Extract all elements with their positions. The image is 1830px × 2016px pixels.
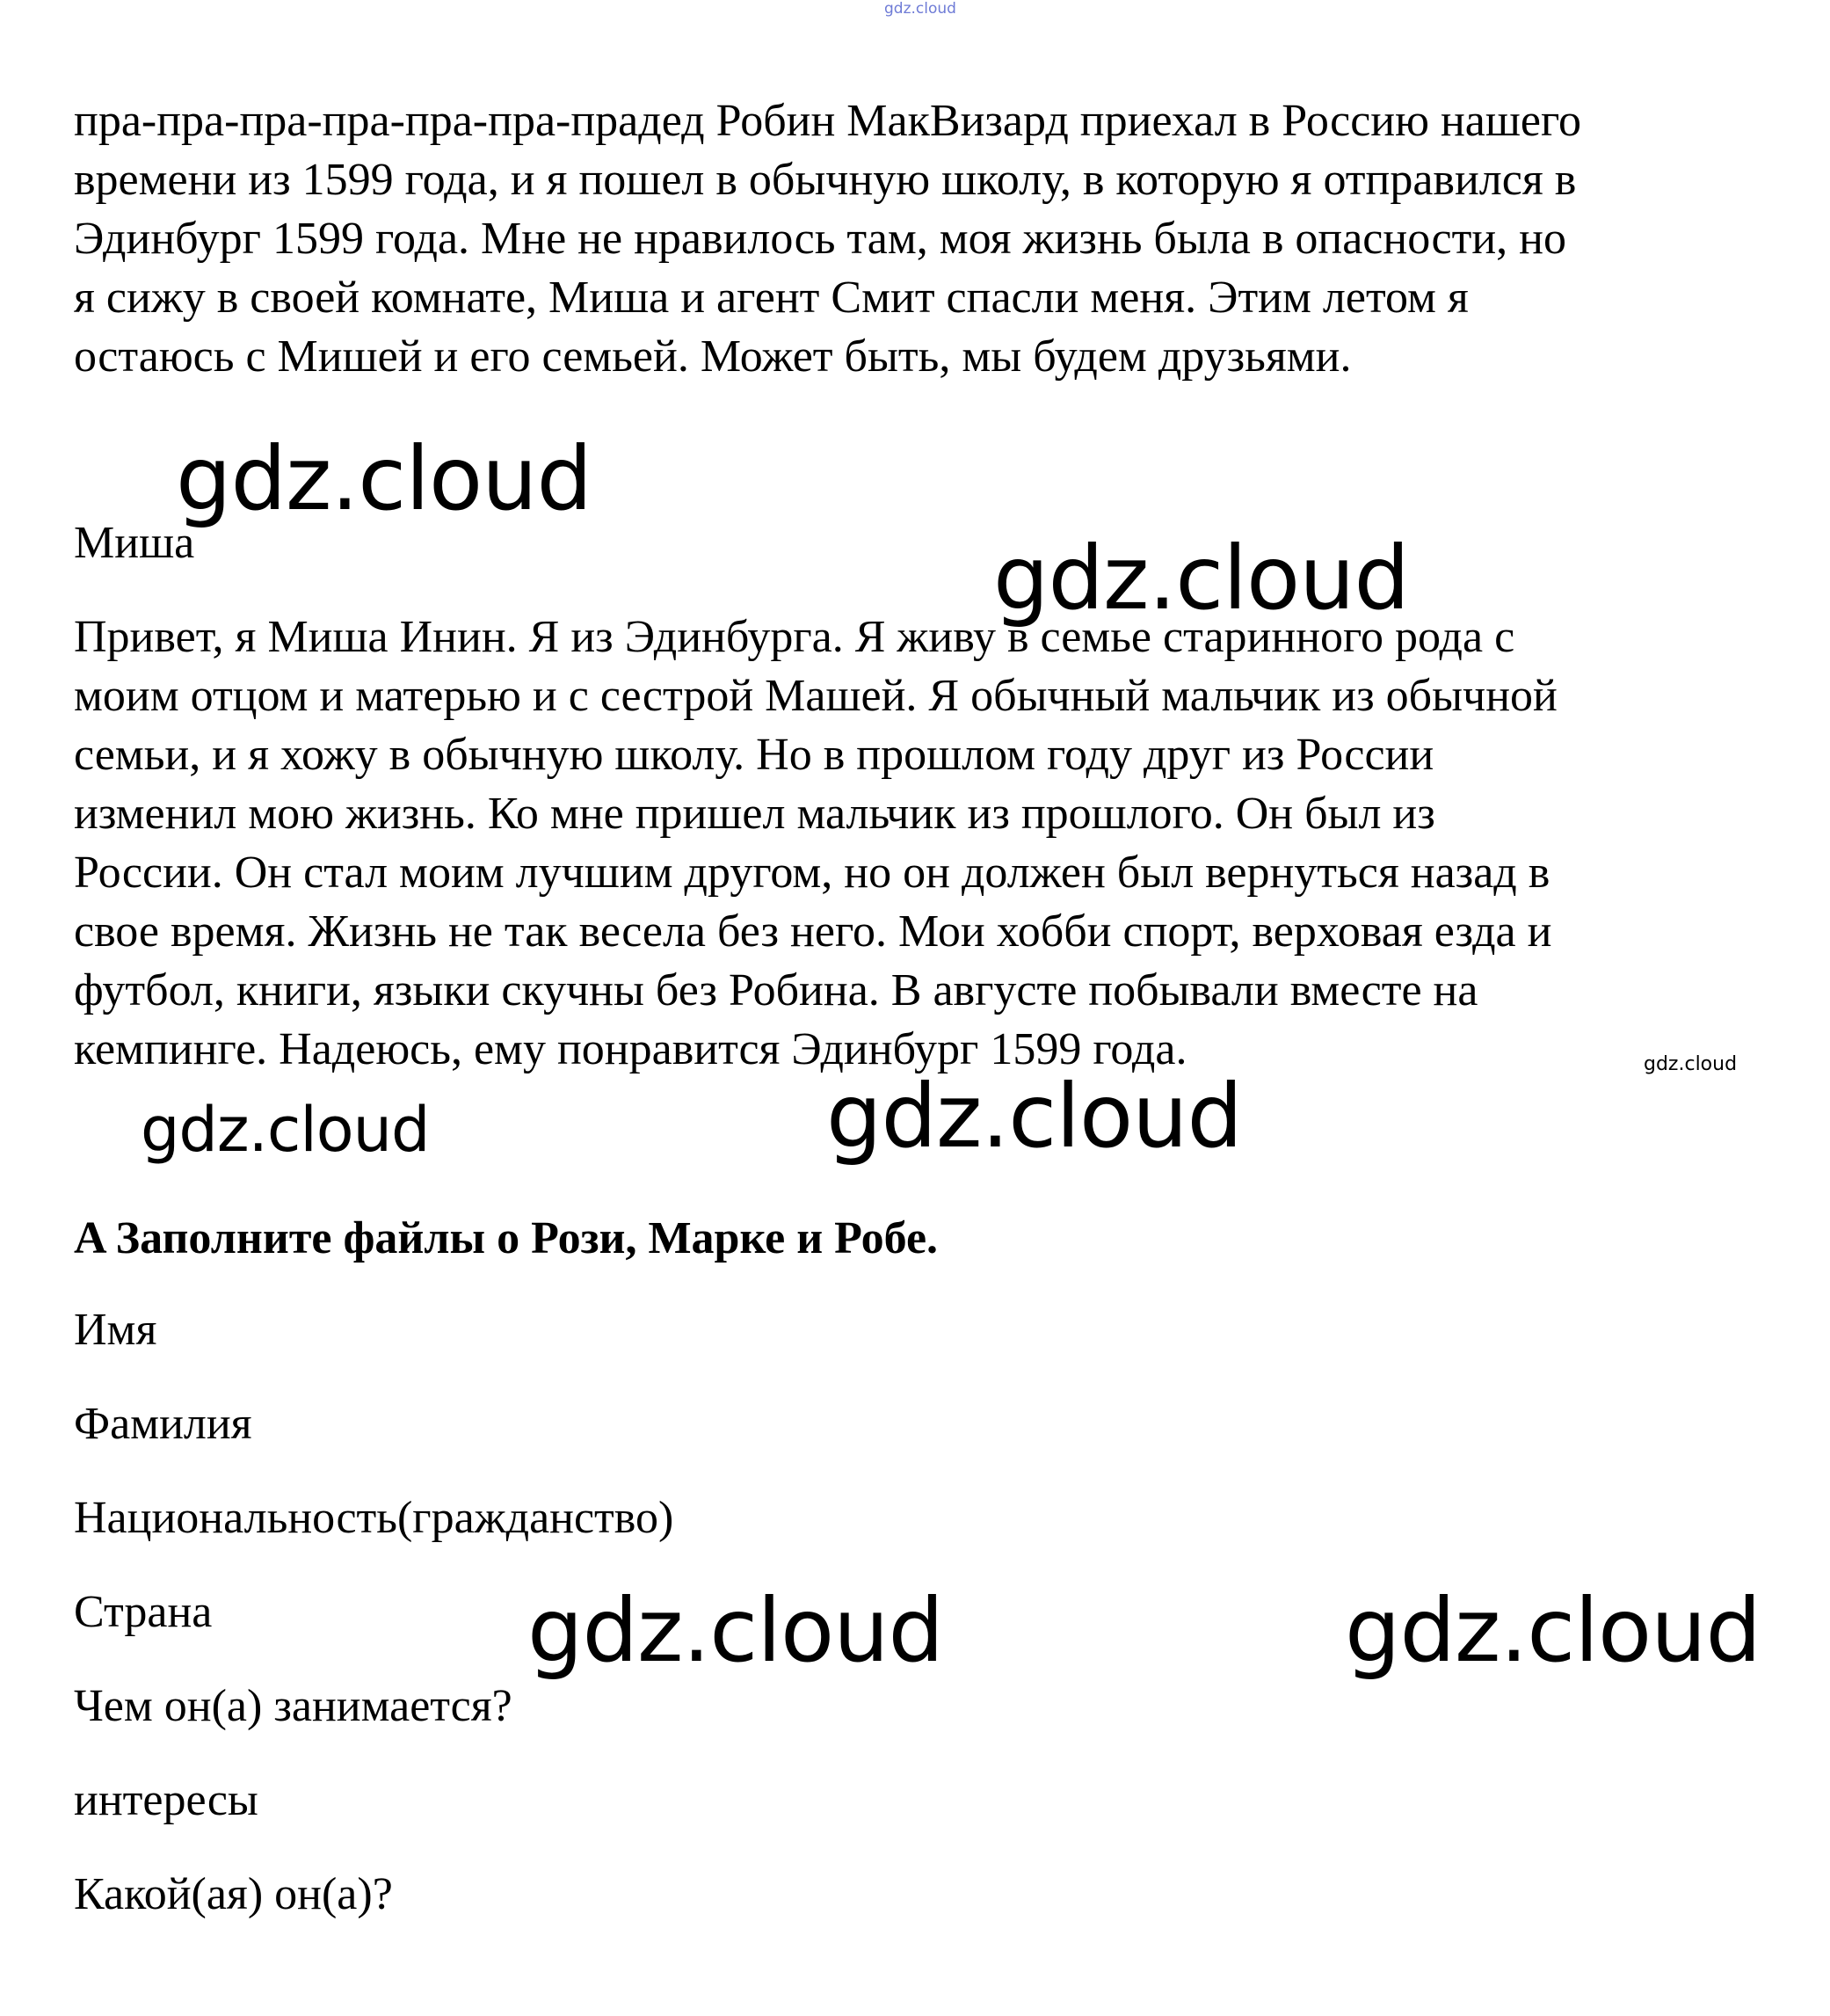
watermark: gdz.cloud xyxy=(176,427,592,530)
intro-line: пра-пра-пра-пра-пра-пра-прадед Робин МакВизард приехал в Россию нашего xyxy=(74,96,1582,146)
intro-line: Эдинбург 1599 года. Мне не нравилось там, моя жизнь была в опасности, но xyxy=(74,214,1566,264)
top-watermark: gdz.cloud xyxy=(884,0,956,18)
watermark: gdz.cloud xyxy=(826,1065,1243,1168)
misha-heading: Миша xyxy=(74,518,195,568)
intro-line: я сижу в своей комнате, Миша и агент Смит спасли меня. Этим летом я xyxy=(74,273,1469,323)
field-label: Имя xyxy=(74,1305,157,1355)
watermark: gdz.cloud xyxy=(141,1094,430,1166)
task-title: A Заполните файлы о Рози, Марке и Робе. xyxy=(74,1213,939,1263)
misha-line: семьи, и я хожу в обычную школу. Но в прошлом году друг из России xyxy=(74,730,1434,780)
field-label: Страна xyxy=(74,1587,213,1637)
misha-line: России. Он стал моим лучшим другом, но он должен был вернуться назад в xyxy=(74,848,1550,898)
field-label: Чем он(а) занимается? xyxy=(74,1681,512,1731)
watermark: gdz.cloud xyxy=(993,527,1410,630)
field-label: Фамилия xyxy=(74,1399,252,1449)
misha-line: Привет, я Миша Инин. Я из Эдинбурга. Я живу в семье старинного рода с xyxy=(74,612,1515,662)
field-label: Национальность(гражданство) xyxy=(74,1493,674,1543)
field-label: Какой(ая) он(а)? xyxy=(74,1869,393,1919)
misha-line: футбол, книги, языки скучны без Робина. В августе побывали вместе на xyxy=(74,965,1478,1015)
watermark: gdz.cloud xyxy=(1644,1053,1738,1075)
watermark: gdz.cloud xyxy=(1345,1579,1761,1682)
field-label: интересы xyxy=(74,1775,258,1825)
intro-line: остаюсь с Мишей и его семьей. Может быть, мы будем друзьями. xyxy=(74,331,1352,382)
intro-line: времени из 1599 года, и я пошел в обычную школу, в которую я отправился в xyxy=(74,155,1577,205)
misha-line: изменил мою жизнь. Ко мне пришел мальчик из прошлого. Он был из xyxy=(74,789,1435,839)
watermark: gdz.cloud xyxy=(527,1579,944,1682)
misha-line: кемпинге. Надеюсь, ему понравится Эдинбург 1599 года. xyxy=(74,1024,1187,1074)
misha-line: свое время. Жизнь не так весела без него. Мои хобби спорт, верховая езда и xyxy=(74,906,1552,957)
misha-line: моим отцом и матерью и с сестрой Машей. Я обычный мальчик из обычной xyxy=(74,671,1558,721)
